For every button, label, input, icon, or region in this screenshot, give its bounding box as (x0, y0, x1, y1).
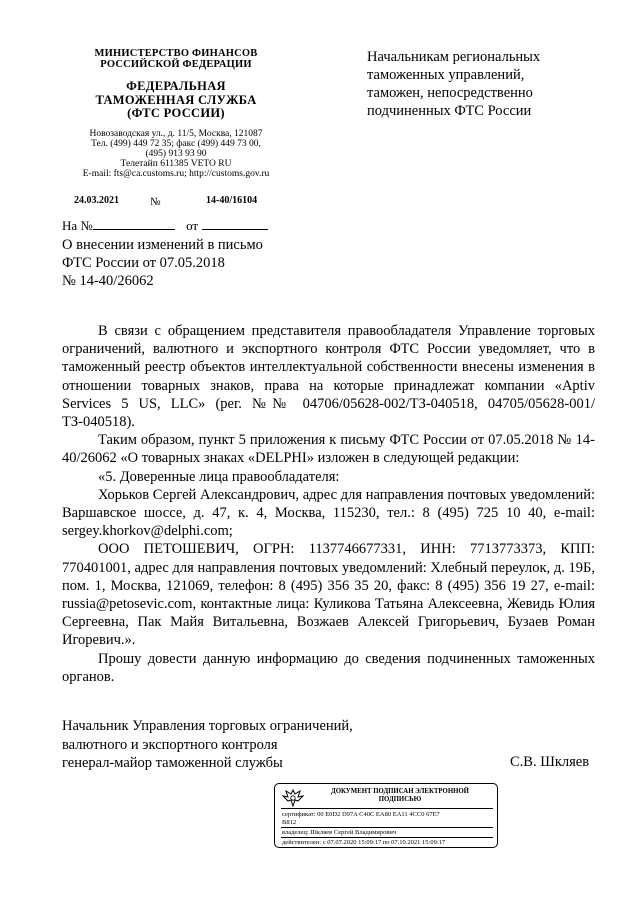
reference-row (62, 218, 268, 234)
body-paragraph: Хорьков Сергей Александрович, адрес для направления почтовых уведомлений: Варшавское шоссе, д. 47, к. 4, Москва, 115230, тел.: 8 (495) 725 10 40, e-mail: sergey.khorkov@delphi.com; (62, 486, 595, 540)
service-name-line2: ТАМОЖЕННАЯ СЛУЖБА (95, 92, 257, 107)
addressee-line: таможенных управлений, (367, 67, 525, 83)
electronic-signature-stamp (274, 783, 498, 848)
stamp-certificate-cont: B812 (282, 819, 297, 826)
subject-line: ФТС России от 07.05.2018 (62, 255, 225, 271)
signatory-position (62, 717, 353, 773)
eagle-emblem-icon (281, 788, 305, 808)
addressee-line: таможен, непосредственно (367, 85, 533, 101)
body-paragraph: Прошу довести данную информацию до сведения подчиненных таможенных органов. (62, 650, 595, 685)
number-sign: № (150, 196, 161, 208)
ministry-name-line1: МИНИСТЕРСТВО ФИНАНСОВ (94, 48, 258, 59)
registration-number: 14-40/16104 (206, 195, 258, 206)
letter-body (62, 322, 595, 686)
stamp-divider (281, 837, 493, 838)
body-paragraph: «5. Доверенные лица правообладателя: (98, 468, 340, 485)
subject-line: № 14-40/26062 (62, 273, 154, 289)
contact-phone-extra: (495) 913 93 90 (145, 148, 207, 159)
reference-number-blank (93, 219, 175, 230)
stamp-title-line: ПОДПИСЬЮ (378, 795, 422, 803)
subject-line: О внесении изменений в письмо (62, 237, 263, 253)
sender-header (60, 48, 292, 179)
reference-date-label: от (186, 218, 199, 233)
position-line: Начальник Управления торговых ограничений, (62, 718, 353, 734)
stamp-certificate: сертификат: 00 E0D2 D97A C40C EA80 EA11 4CC0 67E7 (282, 811, 440, 818)
stamp-divider (281, 808, 493, 809)
reference-date-blank (202, 219, 268, 230)
letter-subject (62, 236, 263, 290)
contact-details (60, 129, 292, 179)
document-date: 24.03.2021 (74, 195, 119, 206)
signatory-name: С.В. Шкляев (510, 754, 590, 770)
contact-email: E-mail: fts@ca.customs.ru; http://customs.gov.ru (82, 168, 270, 179)
service-name-block (60, 80, 292, 121)
stamp-validity: действителен: с 07.07.2020 15:09:17 по 07.10.2021 15:09:17 (282, 839, 446, 846)
addressee-line: подчиненных ФТС России (367, 103, 532, 119)
stamp-divider (281, 827, 493, 828)
position-line: валютного и экспортного контроля (62, 736, 278, 753)
stamp-owner: владелец: Шкляев Сергей Владимирович (282, 829, 397, 836)
stamp-title-line: ДОКУМЕНТ ПОДПИСАН ЭЛЕКТРОННОЙ (331, 788, 469, 795)
addressee-line: Начальникам региональных (367, 49, 541, 65)
service-name-line3: (ФТС РОССИИ) (127, 106, 225, 120)
contact-address: Новозаводская ул., д. 11/5, Москва, 121087 (89, 128, 263, 139)
stamp-title (307, 788, 493, 803)
ministry-name-line2: РОССИЙСКОЙ ФЕДЕРАЦИИ (100, 59, 252, 70)
addressee-block (367, 48, 582, 120)
body-paragraph: В связи с обращением представителя правообладателя Управление торговых ограничений, валютного и экспортного контроля ФТС России уведомляет, что в таможенный реестр объектов интеллектуальной собственности внесены изменения в отношении товарных знаков, права на которые принадлежат компании «Aptiv Services 5 US, LLC» (рег. №№ 04706/05628-002/ТЗ-040518, 04705/05628-001/ТЗ-040518). (62, 323, 595, 431)
service-name-line1: ФЕДЕРАЛЬНАЯ (126, 79, 226, 93)
contact-teletype: Телетайп 611385 VETO RU (120, 158, 232, 169)
contact-phones: Тел. (499) 449 72 35; факс (499) 449 73 00, (91, 138, 261, 149)
body-paragraph: Таким образом, пункт 5 приложения к письму ФТС России от 07.05.2018 № 14-40/26062 «О товарных знаках «DELPHI» изложен в следующей редакции: (62, 432, 595, 467)
body-paragraph: ООО ПЕТОШЕВИЧ, ОГРН: 1137746677331, ИНН: 7713773373, КПП: 770401001, адрес для направления почтовых уведомлений: Хлебный переулок, д. 19Б, пом. 1, Москва, 121069, телефон: 8 (495) 356 35 20, факс: 8 (495) 356 19 27, e-mail: russia@petosevic.com, контактные лица: Куликова Татьяна Алексеевна, Жевидь Юлия Сергеевна, Пак Майя Витальевна, Возжаев Алексей Григорьевич, Бузаев Роман Игоревич.». (62, 541, 595, 649)
position-line: генерал-майор таможенной службы (62, 755, 283, 771)
reference-number-label: На № (62, 218, 93, 233)
